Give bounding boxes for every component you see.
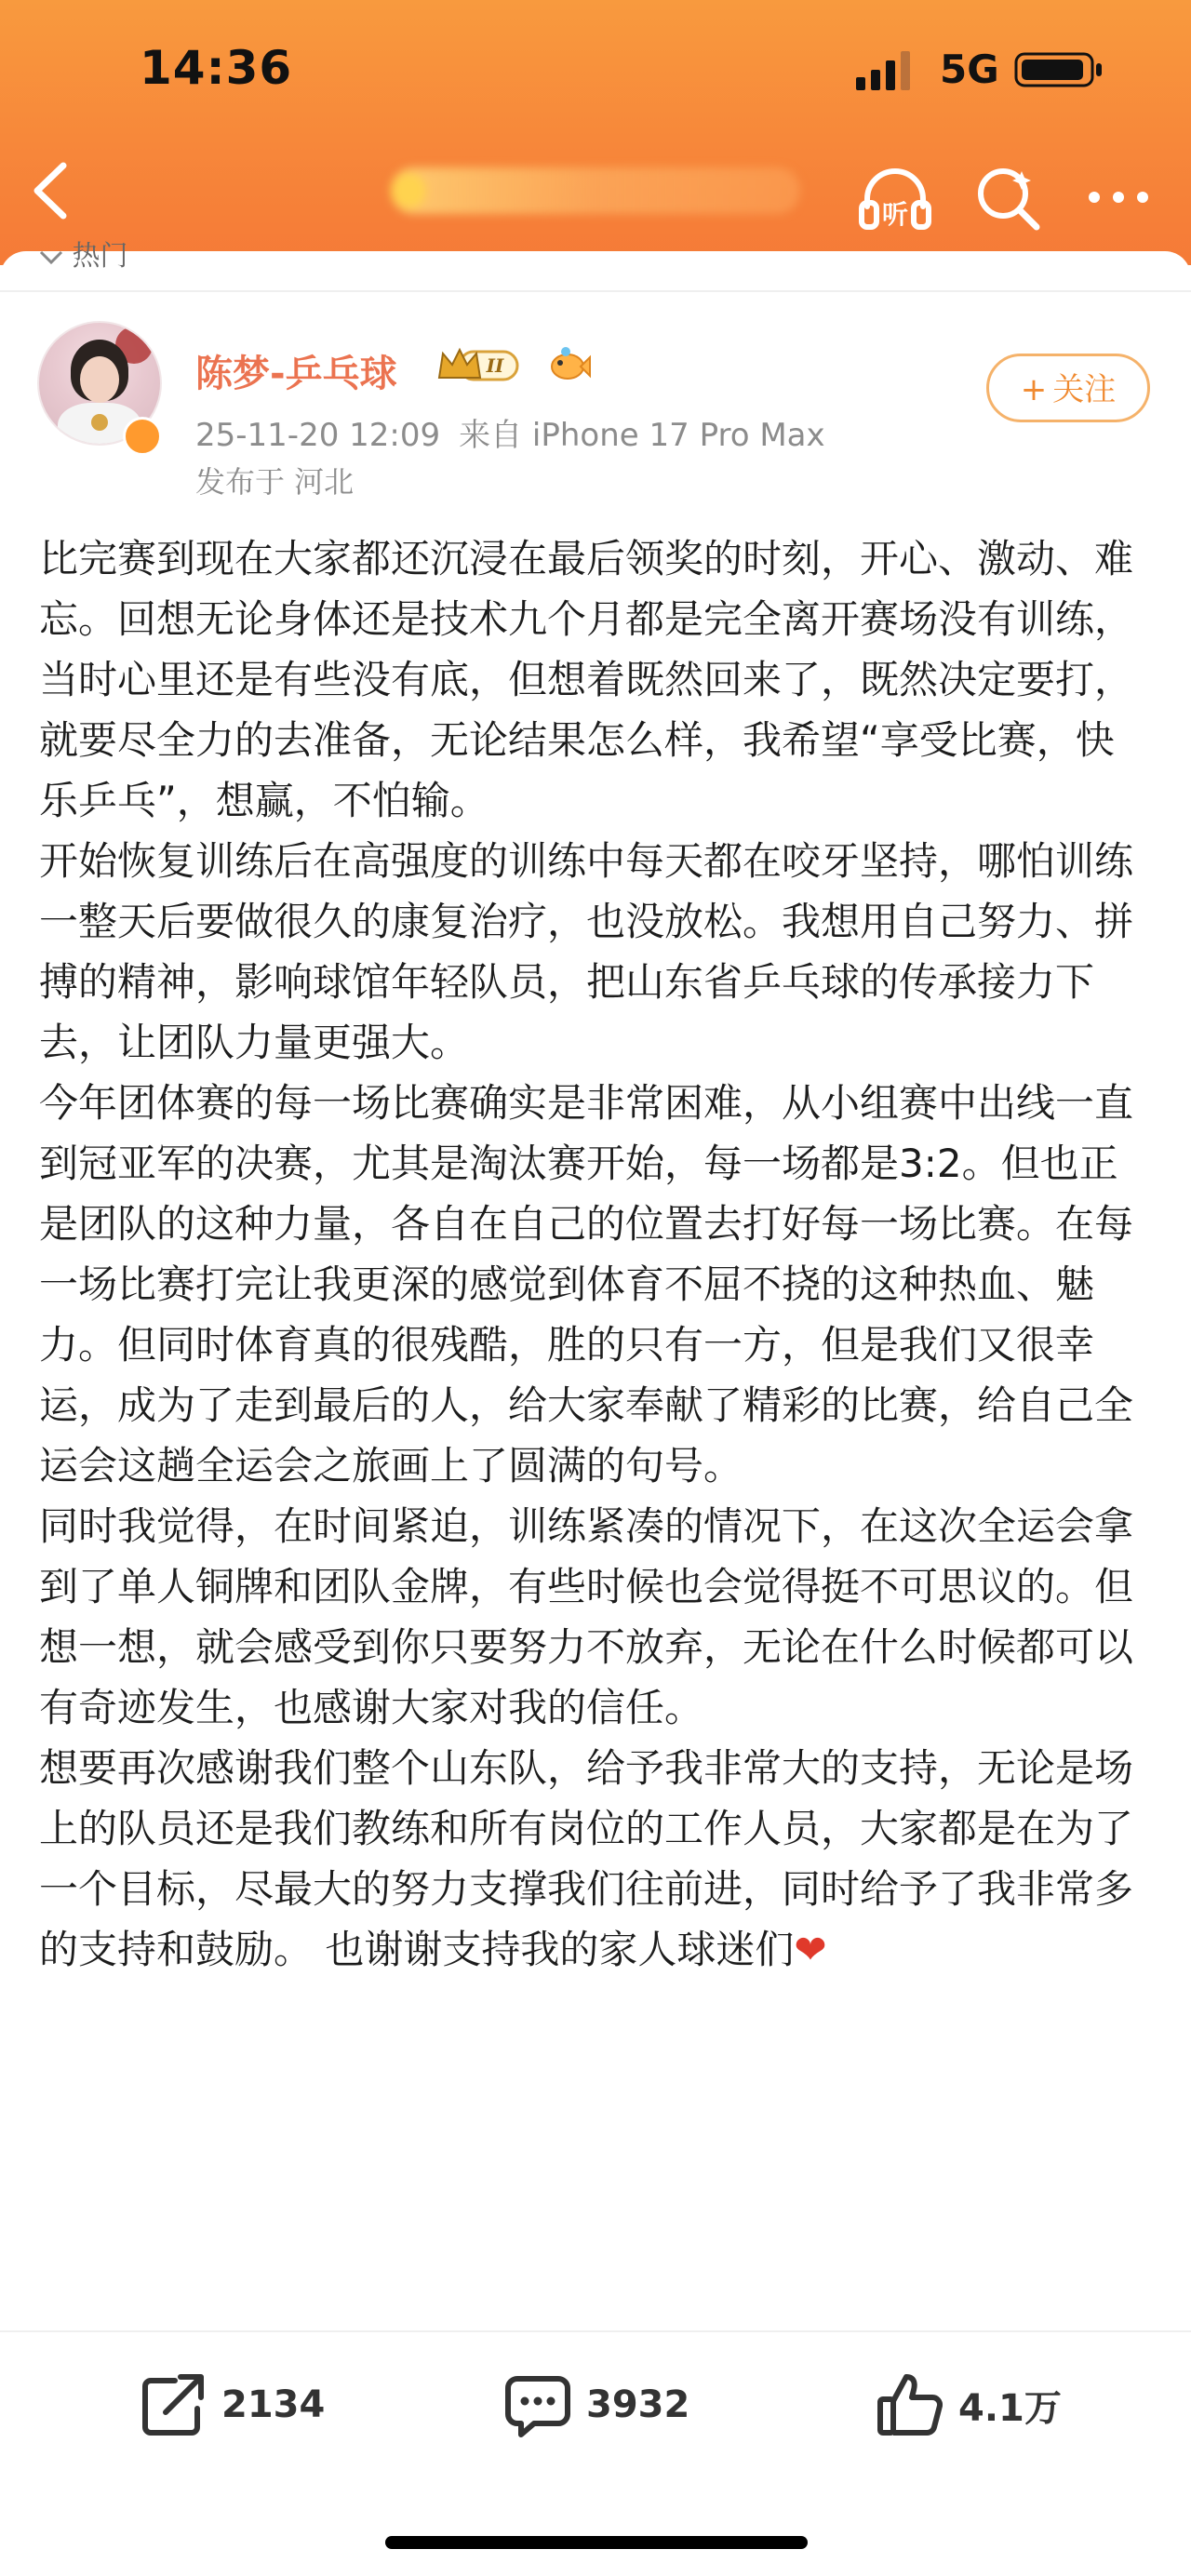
author-name[interactable]: 陈梦-乒乓球 bbox=[195, 353, 397, 395]
cellular-signal-icon bbox=[856, 51, 916, 90]
vip-crown-badge-icon[interactable] bbox=[435, 342, 521, 387]
repost-button[interactable] bbox=[138, 2363, 325, 2447]
fish-badge-icon bbox=[547, 344, 592, 385]
like-button[interactable] bbox=[875, 2363, 1062, 2447]
post-body bbox=[39, 528, 1146, 1980]
status-time: 14:36 bbox=[140, 41, 293, 95]
vip-level: II bbox=[486, 354, 504, 377]
action-bar bbox=[0, 2363, 1191, 2447]
heart-emoji: ❤ bbox=[794, 1927, 827, 1972]
thumbs-up-icon bbox=[875, 2369, 945, 2440]
plus-icon: + bbox=[1020, 371, 1048, 408]
paragraph-1: 比完赛到现在大家都还沉浸在最后领奖的时刻，开心、激动、难忘。回想无论身体还是技术九个月都是完全离开赛场没有训练，当时心里还是有些没有底，但想着既然回来了，既然决定要打，就要尽全力的去准备，无论结果怎么样，我希望“享受比赛，快乐乒乓”，想赢，不怕输。 bbox=[39, 536, 1134, 823]
verified-badge-icon bbox=[123, 417, 162, 456]
follow-label: 关注 bbox=[1052, 371, 1117, 408]
listen-label: 听 bbox=[881, 199, 909, 230]
paragraph-5: 想要再次感谢我们整个山东队，给予我非常大的支持，无论是场上的队员还是我们教练和所有岗位的工作人员，大家都是在为了一个目标，尽最大的努力支撑我们往前进，同时给予了我非常多的支持和鼓励。 也谢谢支持我的家人球迷们 bbox=[39, 1745, 1134, 1972]
top-bar bbox=[0, 0, 1191, 265]
follow-button[interactable] bbox=[986, 354, 1150, 422]
repost-count: 2134 bbox=[221, 2383, 326, 2426]
battery-icon bbox=[1014, 50, 1104, 89]
blurred-title bbox=[391, 167, 800, 214]
hot-label: 热门 bbox=[72, 240, 128, 273]
comment-button[interactable] bbox=[502, 2363, 689, 2447]
divider bbox=[0, 290, 1191, 292]
search-icon[interactable] bbox=[968, 158, 1046, 236]
post-meta bbox=[195, 409, 825, 455]
paragraph-4: 同时我觉得，在时间紧迫，训练紧凑的情况下，在这次全运会拿到了单人铜牌和团队金牌，有些时候也会觉得挺不可思议的。但想一想，就会感受到你只要努力不放弃，无论在什么时候都可以有奇迹发生，也感谢大家对我的信任。 bbox=[39, 1503, 1134, 1730]
comment-count: 3932 bbox=[586, 2383, 690, 2426]
listen-icon[interactable] bbox=[856, 158, 934, 236]
post-source: 来自 iPhone 17 Pro Max bbox=[459, 417, 825, 454]
home-indicator[interactable] bbox=[385, 2536, 808, 2549]
chevron-down-icon bbox=[39, 248, 63, 267]
comment-icon bbox=[502, 2369, 573, 2440]
back-chevron-icon[interactable] bbox=[28, 158, 74, 223]
post-location: 发布于 河北 bbox=[195, 464, 355, 500]
paragraph-3: 今年团体赛的每一场比赛确实是非常困难，从小组赛中出线一直到冠亚军的决赛，尤其是淘汰赛开始，每一场都是3:2。但也正是团队的这种力量，各自在自己的位置去打好每一场比赛。在每一场比赛打完让我更深的感觉到体育不屈不挠的这种热血、魅力。但同时体育真的很残酷，胜的只有一方，但是我们又很幸运，成为了走到最后的人，给大家奉献了精彩的比赛，给自己全运会这趟全运会之旅画上了圆满的句号。 bbox=[39, 1080, 1134, 1488]
more-icon[interactable] bbox=[1079, 158, 1158, 236]
like-count: 4.1万 bbox=[958, 2386, 1062, 2430]
hot-sort-label[interactable] bbox=[39, 233, 128, 273]
paragraph-2: 开始恢复训练后在高强度的训练中每天都在咬牙坚持，哪怕训练一整天后要做很久的康复治疗，也没放松。我想用自己努力、拼搏的精神，影响球馆年轻队员，把山东省乒乓球的传承接力下去，让团队力量更强大。 bbox=[39, 838, 1134, 1065]
network-type: 5G bbox=[940, 47, 999, 92]
repost-icon bbox=[138, 2369, 208, 2440]
post-date: 25-11-20 12:09 bbox=[195, 417, 441, 454]
divider bbox=[0, 2330, 1191, 2332]
